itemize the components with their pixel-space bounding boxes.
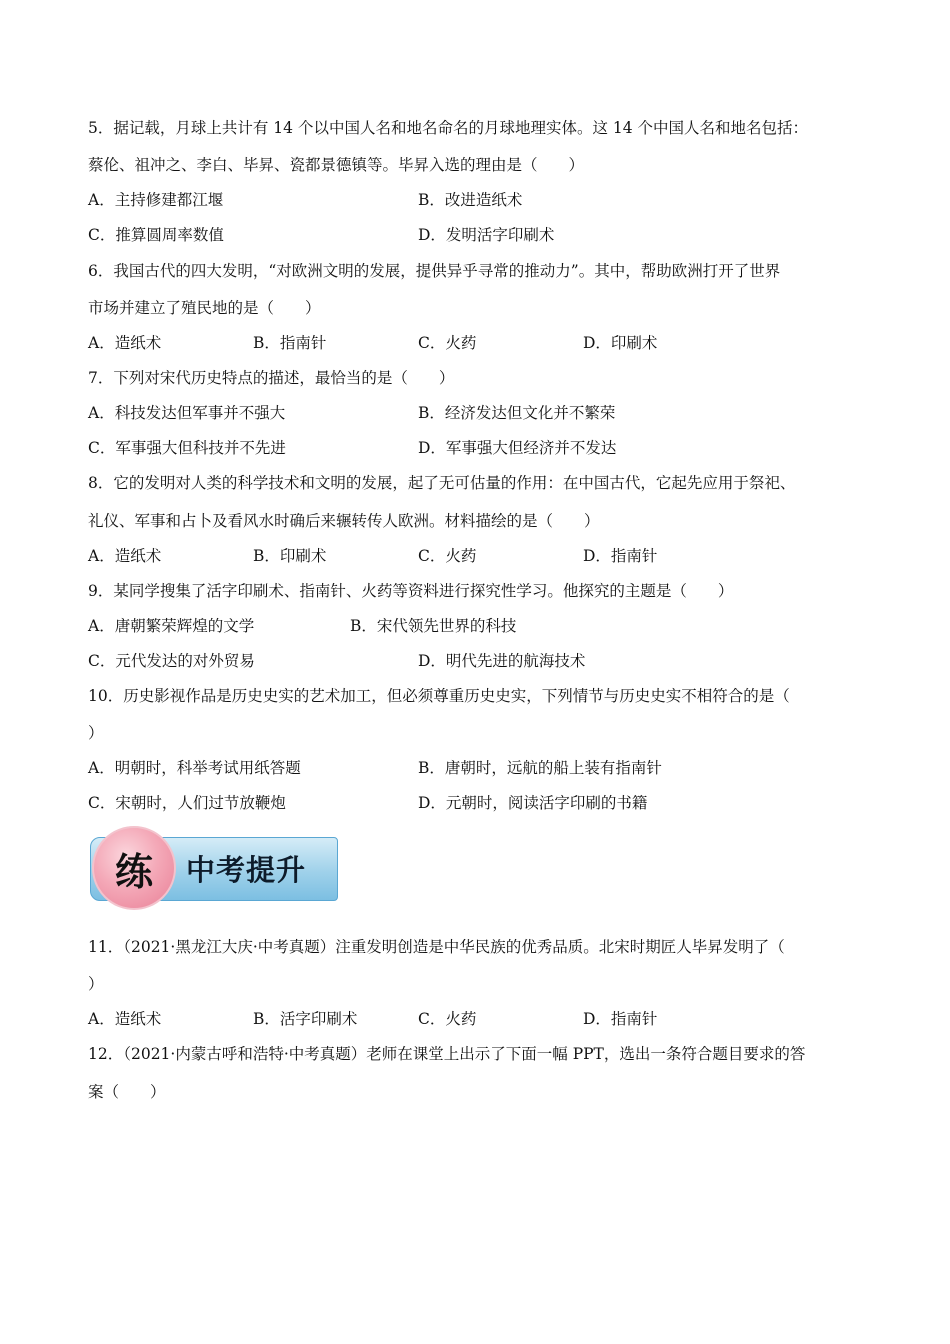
question-5-option-b: B．改进造纸术	[418, 191, 523, 209]
question-11-stem-line1: 11．（2021·黑龙江大庆·中考真题）注重发明创造是中华民族的优秀品质。北宋时期匠人毕昇发明了（	[88, 938, 785, 956]
question-7-stem-line1: 7．下列对宋代历史特点的描述，最恰当的是（ ）	[88, 369, 455, 387]
question-8-option-c: C．火药	[418, 547, 477, 565]
question-10-option-b: B．唐朝时，远航的船上装有指南针	[418, 759, 662, 777]
question-7-option-b: B．经济发达但文化并不繁荣	[418, 404, 616, 422]
question-8-stem-line1: 8．它的发明对人类的科学技术和文明的发展，起了无可估量的作用：在中国古代，它起先应用于祭祀、	[88, 474, 796, 492]
question-7-option-d: D．军事强大但经济并不发达	[418, 439, 617, 457]
question-9-option-b: B．宋代领先世界的科技	[350, 617, 517, 635]
question-6-option-b: B．指南针	[253, 334, 327, 352]
question-6-stem-line1: 6．我国古代的四大发明，“对欧洲文明的发展，提供异乎寻常的推动力”。其中，帮助欧洲打开了世界	[88, 262, 781, 280]
banner-title: 中考提升	[186, 853, 307, 887]
question-7-option-c: C．军事强大但科技并不先进	[88, 439, 286, 457]
question-11-option-c: C．火药	[418, 1010, 477, 1028]
question-11-option-b: B．活字印刷术	[253, 1010, 358, 1028]
question-11-stem-line2: ）	[88, 975, 104, 993]
question-5-option-c: C．推算圆周率数值	[88, 226, 224, 244]
question-9-option-c: C．元代发达的对外贸易	[88, 652, 255, 670]
question-6-stem-line2: 市场并建立了殖民地的是（ ）	[88, 299, 321, 317]
question-8-option-a: A．造纸术	[88, 547, 162, 565]
question-5-stem-line1: 5．据记载，月球上共计有 14 个以中国人名和地名命名的月球地理实体。这 14 个中国人名和地名包括：	[88, 119, 809, 137]
question-12-stem-line2: 案（ ）	[88, 1083, 166, 1101]
question-6-option-c: C．火药	[418, 334, 477, 352]
question-10-stem-line2: ）	[88, 724, 104, 742]
question-6-option-a: A．造纸术	[88, 334, 162, 352]
question-7-option-a: A．科技发达但军事并不强大	[88, 404, 286, 422]
question-11-option-a: A．造纸术	[88, 1010, 162, 1028]
question-5-option-a: A．主持修建都江堰	[88, 191, 224, 209]
question-8-option-b: B．印刷术	[253, 547, 327, 565]
question-12-stem-line1: 12．（2021·内蒙古呼和浩特·中考真题）老师在课堂上出示了下面一幅 PPT，选出一条符合题目要求的答	[88, 1045, 806, 1063]
section-banner	[90, 834, 340, 904]
question-10-option-d: D．元朝时，阅读活字印刷的书籍	[418, 794, 648, 812]
question-11-option-d: D．指南针	[583, 1010, 658, 1028]
question-8-stem-line2: 礼仪、军事和占卜及看风水时确后来辗转传人欧洲。材料描绘的是（ ）	[88, 512, 600, 530]
question-9-stem-line1: 9．某同学搜集了活字印刷术、指南针、火药等资料进行探究性学习。他探究的主题是（ ）	[88, 582, 734, 600]
question-9-option-a: A．唐朝繁荣辉煌的文学	[88, 617, 255, 635]
question-5-option-d: D．发明活字印刷术	[418, 226, 555, 244]
question-10-option-a: A．明朝时，科举考试用纸答题	[88, 759, 301, 777]
question-8-option-d: D．指南针	[583, 547, 658, 565]
question-5-stem-line2: 蔡伦、祖冲之、李白、毕昇、瓷都景德镇等。毕昇入选的理由是（ ）	[88, 156, 585, 174]
question-10-stem-line1: 10．历史影视作品是历史史实的艺术加工，但必须尊重历史史实，下列情节与历史史实不相符合的是（	[88, 687, 790, 705]
question-10-option-c: C．宋朝时，人们过节放鞭炮	[88, 794, 286, 812]
banner-badge: 练	[92, 826, 176, 910]
question-6-option-d: D．印刷术	[583, 334, 658, 352]
question-9-option-d: D．明代先进的航海技术	[418, 652, 586, 670]
